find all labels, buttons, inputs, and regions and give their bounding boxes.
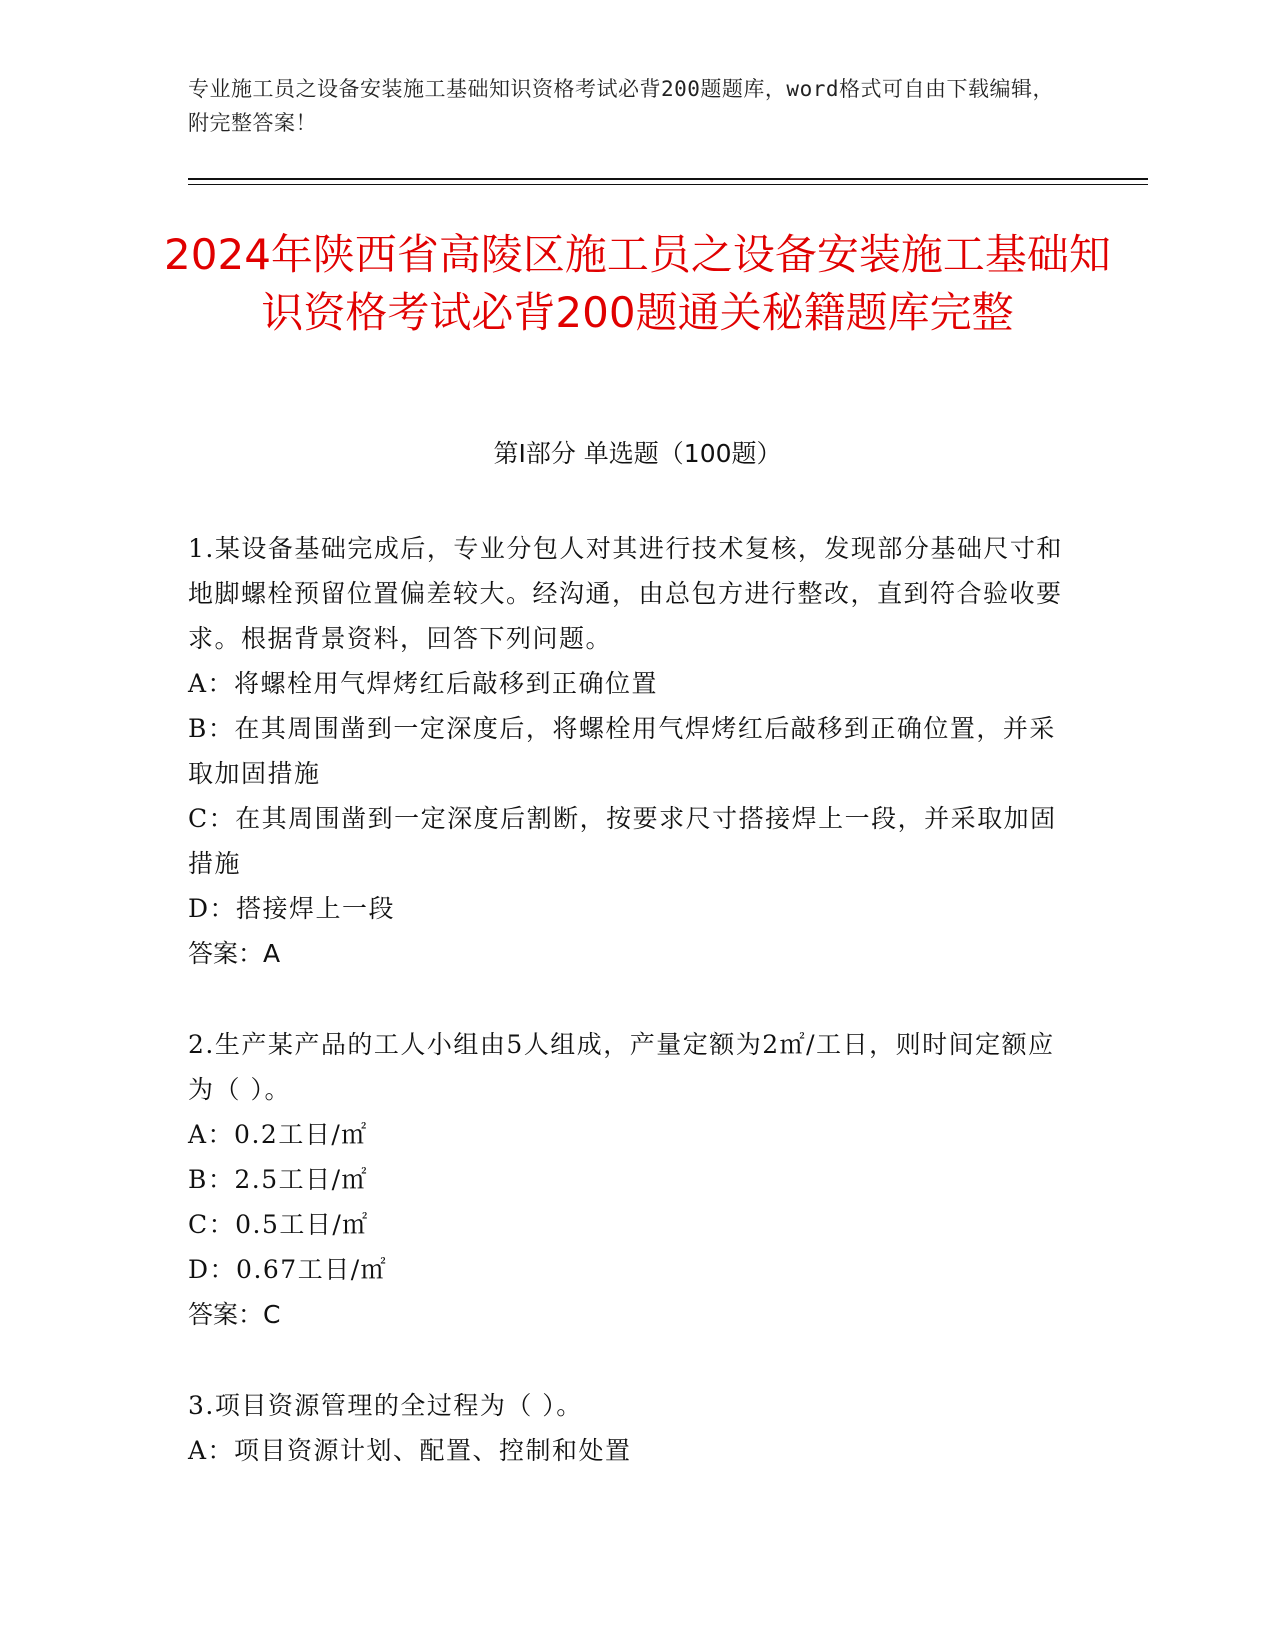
header-rule-thin [188, 184, 1148, 185]
section-heading: 第I部分 单选题（100题） [493, 439, 782, 468]
header-note: 专业施工员之设备安装施工基础知识资格考试必背200题题库，word格式可自由下载编辑，附完整答案！ [188, 77, 1054, 135]
header-rule-thick [188, 178, 1148, 180]
document-title: 2024年陕西省高陵区施工员之设备安装施工基础知识资格考试必背200题通关秘籍题库完整 [164, 230, 1111, 337]
question-stem: 3.项目资源管理的全过程为（ ）。 [188, 1391, 583, 1420]
option-d: D：搭接焊上一段 [188, 894, 396, 923]
question-3 [188, 1383, 1068, 1473]
option-a: A：将螺栓用气焊烤红后敲移到正确位置 [188, 669, 659, 698]
question-list [188, 526, 1068, 1519]
option-d: D：0.67工日/㎡ [188, 1255, 388, 1284]
option-b: B：在其周围凿到一定深度后，将螺栓用气焊烤红后敲移到正确位置，并采取加固措施 [188, 714, 1056, 788]
question-stem: 1.某设备基础完成后，专业分包人对其进行技术复核，发现部分基础尺寸和地脚螺栓预留位置偏差较大。经沟通，由总包方进行整改，直到符合验收要求。根据背景资料，回答下列问题。 [188, 534, 1063, 653]
answer: 答案：C [188, 1300, 281, 1329]
option-a: A：项目资源计划、配置、控制和处置 [188, 1436, 632, 1465]
question-1 [188, 526, 1068, 976]
option-c: C：0.5工日/㎡ [188, 1210, 369, 1239]
option-a: A：0.2工日/㎡ [188, 1120, 368, 1149]
option-b: B：2.5工日/㎡ [188, 1165, 369, 1194]
answer: 答案：A [188, 939, 281, 968]
question-stem: 2.生产某产品的工人小组由5人组成，产量定额为2㎡/工日，则时间定额应为（ ）。 [188, 1030, 1055, 1104]
question-2 [188, 1022, 1068, 1337]
option-c: C：在其周围凿到一定深度后割断，按要求尺寸搭接焊上一段，并采取加固措施 [188, 804, 1057, 878]
